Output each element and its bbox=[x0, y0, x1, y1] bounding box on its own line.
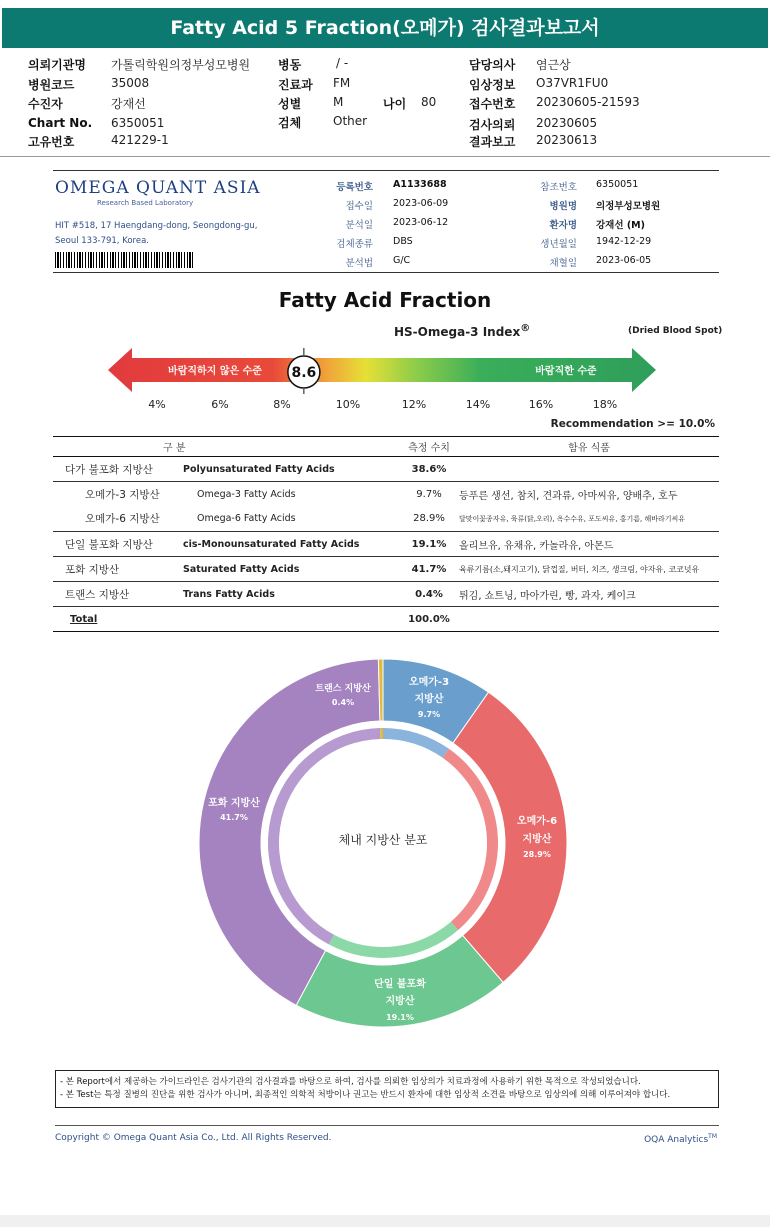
label-mufa: 단일 불포화 bbox=[374, 979, 426, 990]
header-food: 함유 식품 bbox=[459, 437, 719, 457]
table-row bbox=[53, 482, 719, 507]
method-label: 분석법 bbox=[345, 258, 373, 269]
oqa-brand bbox=[644, 1133, 717, 1145]
spec-value: DBS bbox=[393, 236, 413, 247]
row-food: 달맞이꽃종자유, 육류(닭,오리), 옥수수유, 포도씨유, 홍기름, 해바라기씨유 bbox=[459, 514, 686, 523]
sex-label: 성별 bbox=[278, 97, 302, 111]
section-title: Fatty Acid Fraction bbox=[278, 288, 492, 312]
row-kr: 오메가-3 지방산 bbox=[53, 482, 183, 507]
sample-meta bbox=[0, 0, 770, 280]
table-row bbox=[53, 532, 719, 557]
request-value: 20230605 bbox=[536, 116, 598, 130]
age-label: 나이 bbox=[383, 97, 407, 111]
reg-value: A1133688 bbox=[393, 179, 447, 190]
method-value: G/C bbox=[393, 255, 411, 266]
code-value: 35008 bbox=[111, 76, 150, 90]
row-kr: 트랜스 지방산 bbox=[53, 582, 183, 607]
clinical-label: 임상정보 bbox=[469, 78, 516, 92]
row-value: 41.7% bbox=[399, 557, 459, 582]
collect-value: 2023-06-05 bbox=[596, 255, 652, 266]
table-row-total bbox=[53, 607, 719, 632]
hosp-value: 의정부성모병원 bbox=[596, 201, 661, 212]
lab-name: OMEGA QUANT ASIA bbox=[55, 178, 261, 198]
table-row bbox=[53, 582, 719, 607]
dried-blood-spot: (Dried Blood Spot) bbox=[628, 326, 723, 336]
row-kr: Total bbox=[53, 607, 183, 632]
row-kr: 포화 지방산 bbox=[53, 557, 183, 582]
row-food bbox=[459, 457, 719, 482]
label-omega6: 오메가-6 bbox=[516, 816, 558, 827]
axis-tick: 4% bbox=[148, 398, 166, 411]
sex-value: M bbox=[333, 95, 344, 109]
row-food: 육류기름(소,돼지고기), 닭껍질, 버터, 치즈, 생크림, 야자유, 코코넛유 bbox=[459, 557, 719, 582]
copyright: Copyright © Omega Quant Asia Co., Ltd. All Rights Reserved. bbox=[55, 1133, 332, 1143]
value-mufa: 19.1% bbox=[386, 1013, 414, 1022]
row-value: 38.6% bbox=[399, 457, 459, 482]
value-trans: 0.4% bbox=[331, 698, 355, 707]
address-line: Seoul 133-791, Korea. bbox=[55, 236, 149, 246]
spec-label: 검체종류 bbox=[336, 239, 373, 250]
hs-index-sup: ® bbox=[520, 323, 531, 334]
label-trans: 트랜스 지방산 bbox=[315, 684, 371, 694]
collect-label: 채혈일 bbox=[549, 258, 577, 269]
chart-value: 6350051 bbox=[111, 116, 165, 130]
label-saturated: 포화 지방산 bbox=[208, 798, 260, 809]
row-kr: 다가 불포화 지방산 bbox=[53, 457, 183, 482]
recv-label: 접수일 bbox=[345, 201, 373, 212]
axis-tick: 18% bbox=[592, 398, 618, 411]
doctor-label: 담당의사 bbox=[469, 58, 516, 72]
ward-value: / - bbox=[336, 56, 349, 70]
unique-label: 고유번호 bbox=[28, 135, 75, 149]
value-saturated: 41.7% bbox=[220, 813, 248, 822]
axis-tick: 14% bbox=[465, 398, 491, 411]
axis-tick: 12% bbox=[401, 398, 427, 411]
unique-value: 421229-1 bbox=[111, 133, 169, 147]
table-row bbox=[53, 507, 719, 532]
recommendation: Recommendation >= 10.0% bbox=[550, 418, 715, 430]
axis-tick: 8% bbox=[273, 398, 291, 411]
row-en bbox=[183, 607, 399, 632]
axis-tick: 10% bbox=[335, 398, 361, 411]
row-en: Saturated Fatty Acids bbox=[183, 557, 399, 582]
age-value: 80 bbox=[421, 95, 437, 109]
value-omega3: 9.7% bbox=[417, 710, 441, 719]
code-label: 병원코드 bbox=[28, 78, 75, 92]
hosp-label: 병원명 bbox=[549, 201, 577, 212]
value-omega6: 28.9% bbox=[523, 850, 551, 859]
label-omega3: 오메가-3 bbox=[408, 677, 450, 688]
row-en: Polyunsaturated Fatty Acids bbox=[183, 457, 399, 482]
row-kr: 오메가-6 지방산 bbox=[85, 513, 160, 526]
oqa-brand-text: OQA Analytics bbox=[644, 1135, 709, 1145]
ref-label: 참조번호 bbox=[540, 182, 577, 193]
row-food: 튀김, 쇼트닝, 마아가린, 빵, 과자, 케이크 bbox=[459, 582, 719, 607]
dob-value: 1942-12-29 bbox=[596, 236, 652, 247]
result-label: 결과보고 bbox=[469, 135, 516, 149]
note-line: - 본 Test는 특정 질병의 진단을 위한 검사가 아니며, 최종적인 의학적 처방이나 권고는 반드시 환자에 대한 임상적 소견을 바탕으로 임상의에 의해 이루어져야 합니다. bbox=[60, 1090, 671, 1100]
ref-value: 6350051 bbox=[596, 179, 639, 190]
request-label: 검사의뢰 bbox=[469, 118, 516, 132]
row-value: 100.0% bbox=[399, 607, 459, 632]
row-en: Omega-3 Fatty Acids bbox=[183, 482, 399, 507]
specimen-value: Other bbox=[333, 114, 368, 128]
doctor-value: 염근상 bbox=[536, 58, 571, 72]
header-category-text: 구 분 bbox=[163, 443, 186, 454]
report-title: Fatty Acid 5 Fraction(오메가) 검사결과보고서 bbox=[2, 8, 768, 48]
dept-label: 진료과 bbox=[278, 78, 313, 92]
clinical-value: O37VR1FU0 bbox=[536, 76, 609, 90]
row-value: 0.4% bbox=[399, 582, 459, 607]
result-value: 20230613 bbox=[536, 133, 598, 147]
patient-value: 강재선 bbox=[111, 97, 146, 111]
bad-label: 바람직하지 않은 수준 bbox=[168, 366, 262, 377]
receipt-value: 20230605-21593 bbox=[536, 95, 640, 109]
row-value: 28.9% bbox=[413, 513, 445, 525]
recv-value: 2023-06-09 bbox=[393, 198, 449, 209]
good-label: 바람직한 수준 bbox=[535, 366, 597, 377]
note-line: - 본 Report에서 제공하는 가이드라인은 검사기관의 검사결과를 바탕으로 하여, 검사를 의뢰한 임상의가 치료과정에 사용하기 위한 목적으로 작성되었습니다. bbox=[60, 1077, 641, 1087]
footer-divider bbox=[55, 1125, 719, 1126]
oqa-brand-sup: TM bbox=[708, 1133, 717, 1140]
pname-value: 강재선 (M) bbox=[596, 220, 645, 231]
chart-label: Chart No. bbox=[28, 116, 93, 130]
hs-index-text: HS-Omega-3 Index bbox=[394, 325, 521, 339]
reg-label: 등록번호 bbox=[336, 182, 373, 193]
row-food: 등푸른 생선, 참치, 견과류, 아마씨유, 양배추, 호두 bbox=[459, 482, 719, 507]
index-marker bbox=[288, 348, 320, 394]
chart-title: 체내 지방산 분포 bbox=[338, 833, 428, 847]
label-omega6: 지방산 bbox=[522, 834, 552, 845]
specimen-label: 검체 bbox=[278, 116, 302, 130]
row-kr: 단일 불포화 지방산 bbox=[53, 532, 183, 557]
header-category bbox=[163, 437, 399, 457]
disclaimer-notes bbox=[55, 1070, 719, 1108]
table-row bbox=[53, 457, 719, 482]
header-value: 측정 수치 bbox=[399, 437, 459, 457]
pname-label: 환자명 bbox=[549, 220, 577, 231]
axis-tick: 6% bbox=[211, 398, 229, 411]
divider bbox=[53, 272, 719, 273]
label-omega3: 지방산 bbox=[414, 694, 444, 705]
hospital-value: 가톨릭학원의정부성모병원 bbox=[111, 58, 251, 72]
address-line: HIT #518, 17 Haengdang-dong, Seongdong-gu, bbox=[55, 221, 258, 231]
fatty-acid-donut-chart bbox=[150, 658, 616, 1058]
row-food: 올리브유, 유채유, 카놀라유, 아몬드 bbox=[459, 532, 719, 557]
omega3-gauge bbox=[108, 346, 660, 394]
table-row bbox=[53, 557, 719, 582]
row-value: 19.1% bbox=[399, 532, 459, 557]
dept-value: FM bbox=[333, 76, 351, 90]
ward-label: 병동 bbox=[278, 58, 302, 72]
row-en: cis-Monounsaturated Fatty Acids bbox=[183, 532, 399, 557]
row-value: 9.7% bbox=[399, 482, 459, 507]
receipt-label: 접수번호 bbox=[469, 97, 516, 111]
axis-tick: 16% bbox=[528, 398, 554, 411]
lab-tagline: Research Based Laboratory bbox=[97, 199, 194, 207]
patient-label: 수진자 bbox=[28, 97, 63, 111]
anal-label: 분석일 bbox=[345, 220, 373, 231]
row-food bbox=[459, 607, 719, 632]
donut-inner-slice bbox=[380, 728, 383, 739]
anal-value: 2023-06-12 bbox=[393, 217, 449, 228]
fatty-acid-table bbox=[53, 436, 719, 632]
label-mufa: 지방산 bbox=[385, 996, 415, 1007]
row-en: Trans Fatty Acids bbox=[183, 582, 399, 607]
hospital-label: 의뢰기관명 bbox=[28, 58, 86, 72]
index-value: 8.6 bbox=[291, 365, 317, 381]
dob-label: 생년월일 bbox=[540, 239, 577, 250]
row-en: Omega-6 Fatty Acids bbox=[197, 513, 296, 525]
hs-index-title bbox=[394, 323, 530, 339]
table-header bbox=[53, 437, 719, 457]
